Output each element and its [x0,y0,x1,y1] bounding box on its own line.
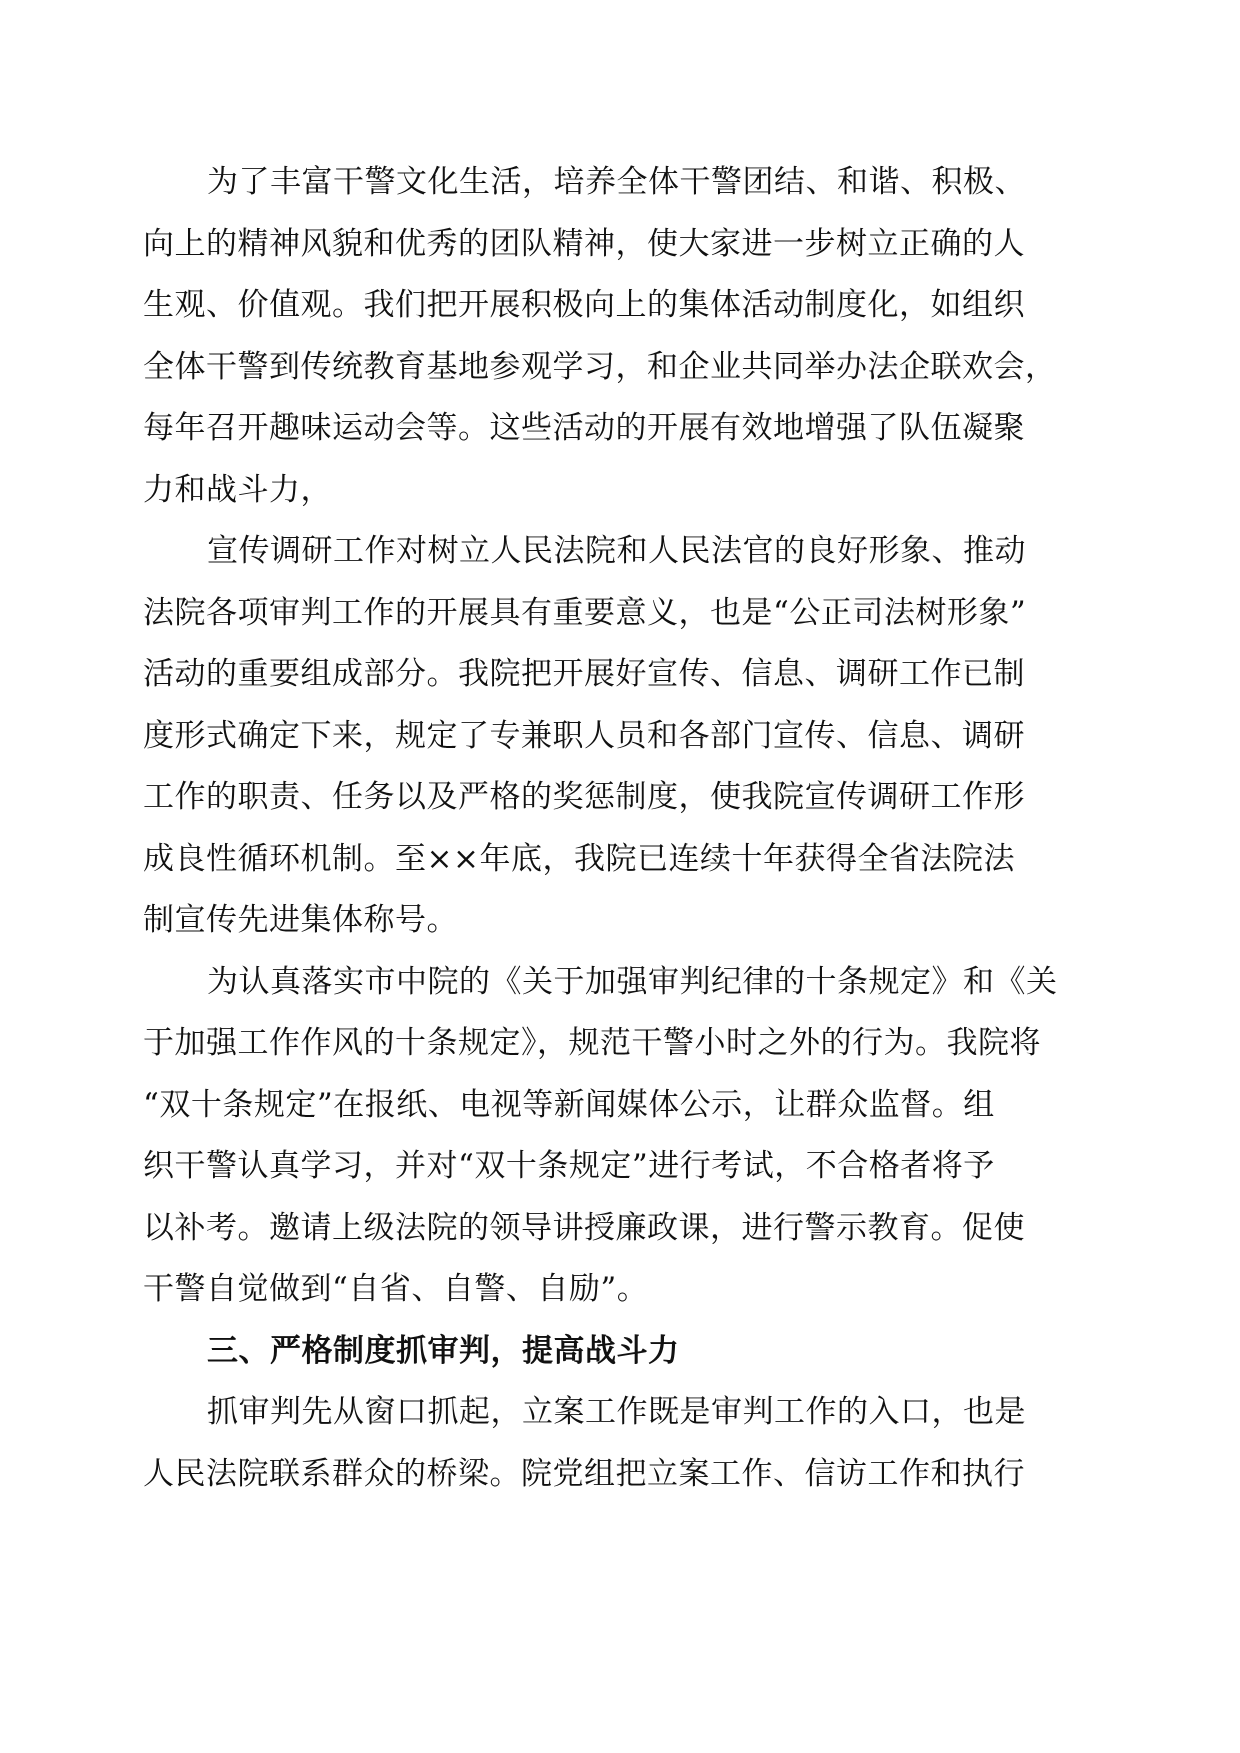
document-body [143,152,1123,1505]
paragraph-line: 宣传调研工作对树立人民法院和人民法官的良好形象、推动 [207,533,1026,569]
paragraph-line: 干警自觉做到“自省、自警、自励”。 [143,1271,649,1307]
paragraph-line: 为认真落实市中院的《关于加强审判纪律的十条规定》和《关 [207,963,1058,1000]
paragraph-trial-window [143,1382,1123,1505]
paragraph-line: 为了丰富干警文化生活，培养全体干警团结、和谐、积极、 [207,164,1026,200]
paragraph-line: 向上的精神风貌和优秀的团队精神，使大家进一步树立正确的人 [143,225,1025,262]
paragraph-line: 以补考。邀请上级法院的领导讲授廉政课，进行警示教育。促使 [143,1209,1025,1246]
paragraph-line: 制宣传先进集体称号。 [143,902,458,938]
paragraph-line: 成良性循环机制。至××年底，我院已连续十年获得全省法院法 [143,840,1015,877]
paragraph-line: 度形式确定下来，规定了专兼职人员和各部门宣传、信息、调研 [143,717,1025,754]
paragraph-line: 抓审判先从窗口抓起，立案工作既是审判工作的入口，也是 [207,1394,1026,1430]
paragraph-team-activities [143,152,1123,521]
paragraph-publicity-research [143,521,1123,952]
paragraph-line: 织干警认真学习，并对“双十条规定”进行考试，不合格者将予 [143,1148,995,1184]
paragraph-line: 生观、价值观。我们把开展积极向上的集体活动制度化，如组织 [143,287,1025,323]
paragraph-line: 活动的重要组成部分。我院把开展好宣传、信息、调研工作已制 [143,656,1025,692]
paragraph-line: 力和战斗力， [143,471,332,508]
paragraph-line: “双十条规定”在报纸、电视等新闻媒体公示，让群众监督。组 [143,1086,995,1123]
paragraph-line: 工作的职责、任务以及严格的奖惩制度，使我院宣传调研工作形 [143,779,1025,815]
paragraph-line: 法院各项审判工作的开展具有重要意义，也是“公正司法树形象” [143,594,1027,631]
section-heading: 三、严格制度抓审判，提高战斗力 [207,1332,680,1369]
paragraph-line: 人民法院联系群众的桥梁。院党组把立案工作、信访工作和执行 [143,1455,1025,1492]
paragraph-line: 每年召开趣味运动会等。这些活动的开展有效地增强了队伍凝聚 [143,410,1025,446]
paragraph-line: 于加强工作作风的十条规定》，规范干警小时之外的行为。我院将 [143,1025,1041,1061]
paragraph-ten-rules [143,952,1123,1321]
paragraph-line: 全体干警到传统教育基地参观学习，和企业共同举办法企联欢会， [143,348,1057,385]
